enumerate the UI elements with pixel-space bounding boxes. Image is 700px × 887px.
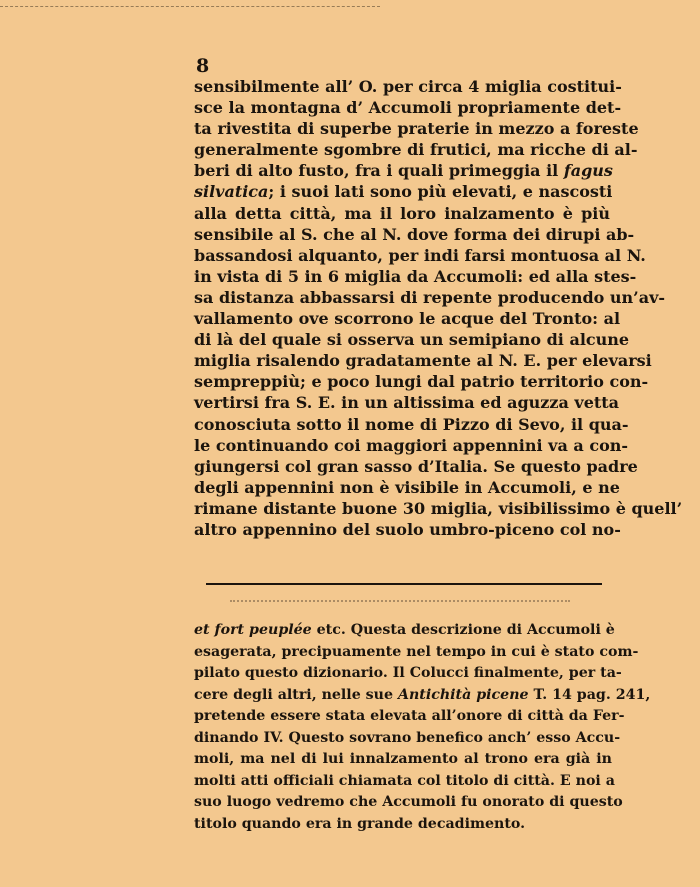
text-run: vertirsi fra S. E. in un altissima ed aguzza vetta xyxy=(194,393,620,413)
text-line xyxy=(194,371,649,392)
text-line xyxy=(194,456,638,477)
text-run: in vista di 5 in 6 miglia da Accumoli: ed alla stes- xyxy=(194,266,637,286)
page-number: 8 xyxy=(196,55,210,77)
text-run: di là del quale si osserva un semipiano di alcune xyxy=(194,330,630,350)
text-line xyxy=(194,477,620,498)
text-run: pilato questo dizionario. Il Colucci finalmente, per ta- xyxy=(194,665,622,681)
italic-text: et fort peuplée xyxy=(194,622,312,638)
text-line xyxy=(194,203,610,224)
text-run: T. 14 pag. 241, xyxy=(528,686,651,703)
text-run: sa distanza abbassarsi di repente producendo un’av- xyxy=(194,287,666,307)
text-run: pretende essere stata elevata all’onore di città da Fer- xyxy=(194,708,625,724)
italic-text: silvatica xyxy=(194,182,269,202)
footnote-line xyxy=(194,728,621,750)
text-line xyxy=(194,435,629,456)
footnote-line xyxy=(194,792,623,814)
text-run: sensibilmente all’ O. per circa 4 miglia costitui- xyxy=(194,77,622,96)
text-run: ta rivestita di superbe praterie in mezzo a foreste xyxy=(194,119,639,139)
text-line xyxy=(194,414,629,435)
footnote-line xyxy=(194,749,612,771)
footnote-line xyxy=(194,620,615,642)
print-specks xyxy=(230,600,570,610)
text-run: moli, ma nel di lui innalzamento al trono era già in xyxy=(194,751,612,767)
text-line xyxy=(194,329,630,350)
text-run: bassandosi alquanto, per indi farsi montuosa al N. xyxy=(194,245,646,265)
text-run: miglia risalendo gradatamente al N. E. per elevarsi xyxy=(194,351,652,371)
text-line xyxy=(194,308,621,329)
text-run: titolo quando era in grande decadimento. xyxy=(194,815,526,832)
footnote-line xyxy=(194,706,625,728)
text-run: sempreppiù; e poco lungi dal patrio territorio con- xyxy=(194,372,649,392)
italic-text: fagus xyxy=(563,161,613,181)
italic-text: Antichità picene xyxy=(397,686,529,703)
text-run: rimane distante buone 30 miglia, visibilissimo è quell’ xyxy=(194,498,683,518)
text-run: cere degli altri, nelle sue xyxy=(194,686,398,703)
footnote-text xyxy=(194,620,651,835)
text-run: suo luogo vedremo che Accumoli fu onorato di questo xyxy=(194,794,623,810)
footnote-line xyxy=(194,642,639,664)
text-line xyxy=(194,519,621,540)
text-line xyxy=(194,97,622,118)
text-run: sensibile al S. che al N. dove forma dei dirupi ab- xyxy=(194,224,635,244)
text-line xyxy=(194,76,622,97)
text-run: etc. Questa descrizione di Accumoli è xyxy=(311,622,615,638)
text-line xyxy=(194,498,683,519)
text-run: molti atti officiali chiamata col titolo di città. E noi a xyxy=(194,772,615,789)
text-line xyxy=(194,266,637,287)
text-run: le continuando coi maggiori appennini va a con- xyxy=(194,435,629,455)
text-run: giungersi col gran sasso d’Italia. Se questo padre xyxy=(194,456,638,476)
text-run: degli appennini non è visibile in Accumoli, e ne xyxy=(194,477,620,497)
footnote-line xyxy=(194,814,612,836)
text-run: dinando IV. Questo sovrano benefico anch’ esso Accu- xyxy=(194,729,621,746)
top-edge-rule xyxy=(0,6,380,7)
text-line xyxy=(194,181,613,202)
footnote-line xyxy=(194,685,651,707)
text-run: altro appennino del suolo umbro-piceno col no- xyxy=(194,519,621,539)
text-line xyxy=(194,287,666,308)
text-run: ; i suoi lati sono più elevati, e nascosti xyxy=(268,182,613,202)
footnote-separator xyxy=(206,583,602,585)
text-run: beri di alto fusto, fra i quali primeggia il xyxy=(194,161,564,181)
text-line xyxy=(194,118,639,139)
text-line xyxy=(194,160,613,181)
footnote-line xyxy=(194,663,622,685)
text-run: esagerata, precipuamente nel tempo in cui è stato com- xyxy=(194,643,639,660)
text-run: conosciuta sotto il nome di Pizzo di Sevo, il qua- xyxy=(194,414,629,434)
text-line xyxy=(194,350,652,371)
text-line xyxy=(194,245,646,266)
text-line xyxy=(194,392,620,413)
text-run: alla detta città, ma il loro inalzamento è più xyxy=(194,203,610,223)
text-line xyxy=(194,224,635,245)
footnote-line xyxy=(194,771,615,793)
text-run: vallamento ove scorrono le acque del Tronto: al xyxy=(194,309,621,329)
main-text xyxy=(194,76,683,540)
text-line xyxy=(194,139,638,160)
text-run: sce la montagna d’ Accumoli propriamente det- xyxy=(194,98,622,118)
text-run: generalmente sgombre di frutici, ma ricche di al- xyxy=(194,140,638,160)
